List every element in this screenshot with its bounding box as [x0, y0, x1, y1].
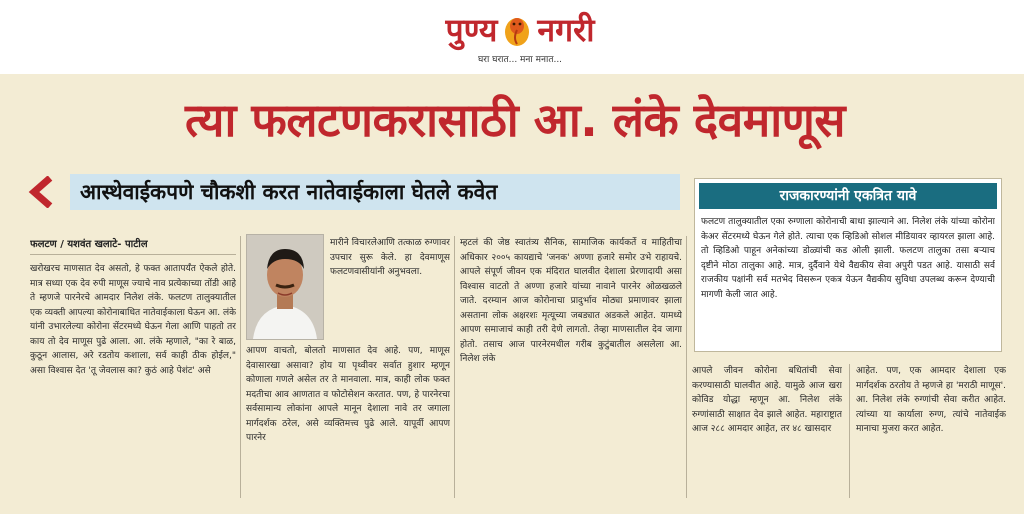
article-column-2: [246, 344, 450, 498]
article-column-1: [30, 262, 236, 498]
article-text: आपले जीवन कोरोना बधितांची सेवा करण्यासाठी घालवीत आहे. यामुळे आज खरा कोविड योद्धा म्हणून आ. निलेश लंके रुग्णांसाठी साक्षात देव झाले आहेत. महाराष्ट्रात आज २८८ आमदार आहेत, तर ४८ खासदार: [692, 366, 842, 434]
masthead-tagline: घरा घरात... मना मनात...: [477, 55, 563, 65]
byline-rule: [30, 254, 236, 255]
subheadline-bar: [28, 172, 682, 212]
article-text: आहेत. पण, एक आमदार देशाला एक मार्गदर्शक ठरतोय ते म्हणजे हा 'मराठी माणूस'. आ. निलेश लंके रुग्णांची सेवा करीत आहेत. त्यांच्या या कार्याला रुग्ण, त्यांचे नातेवाईक मानाचा मुजरा करत आहेत.: [856, 366, 1006, 434]
column-divider: [686, 236, 687, 498]
person-portrait-icon: [247, 235, 323, 339]
article-column-5: [856, 364, 1006, 498]
article-text: म्हटलं की जेष्ठ स्वातंत्र्य सैनिक, सामाजिक कार्यकर्ते व माहितीचा अधिकार २००५ कायद्याचे 'जनक' अण्णा हजारे समोर उभे राहायचे. आपले संपूर्ण जीवन एक मंदिरात घालवीत देशाला प्रेरणादायी असा विश्वास वाटतो ते अण्णा हजारे यांच्या नावाने पारनेर ओळखळले जाते. दरम्यान आज कोरोनाचा प्रादुर्भाव मोठ्या प्रमाणावर झाला असताना लोक अक्षरशः मृत्यूच्या जबड्यात अडकले आहेत. यामध्ये आपण समाजाचं काही तरी देणे लागतो. तेव्हा माणसातील देव जागा होतो. तसाच आज पारनेरमधील गरीब कुटुंबातील असलेला आ. निलेश लंके: [460, 238, 682, 364]
article-column-2-top: [330, 236, 450, 342]
article-column-3: [460, 236, 682, 498]
column-divider: [454, 236, 455, 498]
masthead-brand: [420, 8, 620, 52]
masthead-word-1: पुण्य: [445, 11, 498, 49]
column-divider: [240, 236, 241, 498]
article-column-4: [692, 364, 842, 498]
chevron-left-icon: [28, 176, 58, 208]
headline: त्या फलटणकरासाठी आ. लंके देवमाणूस: [184, 93, 846, 147]
subheadline: आस्थेवाईकपणे चौकशी करत नातेवाईकाला घेतले कवेत: [70, 174, 680, 210]
reporter-photo: [246, 234, 324, 340]
masthead: [420, 8, 620, 68]
article-text: आपण वाचतो, बोलतो माणसात देव आहे. पण, माणूस देवासारखा असावा? होय या पृथ्वीवर सर्वात हुशार म्हणून कोणाला गणले असेल तर ते मानवाला. मात्र, काही लोक फक्त मदतीचा आव आणतात व फोटोसेशन करतात. पण, हे पारनेरचा सर्वसामान्य लोकांना आपले मानून देशाला नावे तर जगाला मार्गदर्शक ठरेल, असे व्यक्तिमत्त्व पुढे आले. यापूर्वी आपण पारनेर: [246, 346, 450, 443]
sidebar-box: [694, 178, 1002, 352]
byline: फलटण / यशवंत खलाटे- पाटील: [30, 239, 148, 250]
article-text: मारीने विचारलेआणि तत्काळ रुग्णावर उपचार सुरू केले. हा देवमाणूस फलटणवासीयांनी अनुभवला.: [330, 238, 450, 277]
masthead-word-2: नगरी: [537, 11, 595, 49]
column-divider: [849, 364, 850, 498]
sidebar-body: फलटण तालुक्यातील एका रुग्णाला कोरोनाची बाधा झाल्याने आ. निलेश लंके यांच्या कोरोना केअर सेंटरमध्ये घेऊन गेले होते. त्याचा एक व्हिडिओ सोशल मीडियावर व्हायरल झाला आहे. तो व्हिडिओ पाहून अनेकांच्या डोळ्यांची कड ओली झाली. फलटण तालुका तसा बऱ्याच दृष्टीने मोठा तालुका आहे. मात्र, दुर्दैवाने येथे वैद्यकीय सेवा अपुरी पडत आहे. यासाठी सर्व राजकीय पक्षांनी सर्व मतभेद विसरून एकत्र येऊन वैद्यकीय सुविधा उपलब्ध करून देण्याची मागणी केली जात आहे.: [701, 217, 995, 300]
ganesha-logo-icon: [503, 12, 531, 48]
article-text: खरोखरच माणसात देव असतो, हे फक्त आतापर्यंत ऐकले होते. मात्र सध्या एक देव रुपी माणूस ज्याचे नाव प्रत्येकाच्या तोंडी आहे ते म्हणजे पारनेरचे आमदार निलेश लंके. फलटण तालुक्यातील एक व्यक्ती आपल्या कोरोनाबाधित नातेवाईकाला घेऊन आ. लंके यांनी उभारलेल्या कोरोना सेंटरमध्ये घेऊन गेला आणि पाहतो तर काय तो देव माणूस पुढे आला. आ. लंके म्हणाले, "का रे बाळ, कुठून आलास, अरे रडतोय कशाला, सर्व काही ठीक होईल," असा विश्वास देत 'तू जेवलास का? कुठं आहे पेशंट' असे: [30, 264, 236, 376]
sidebar-title: राजकारण्यांनी एकत्रित यावे: [699, 183, 997, 209]
